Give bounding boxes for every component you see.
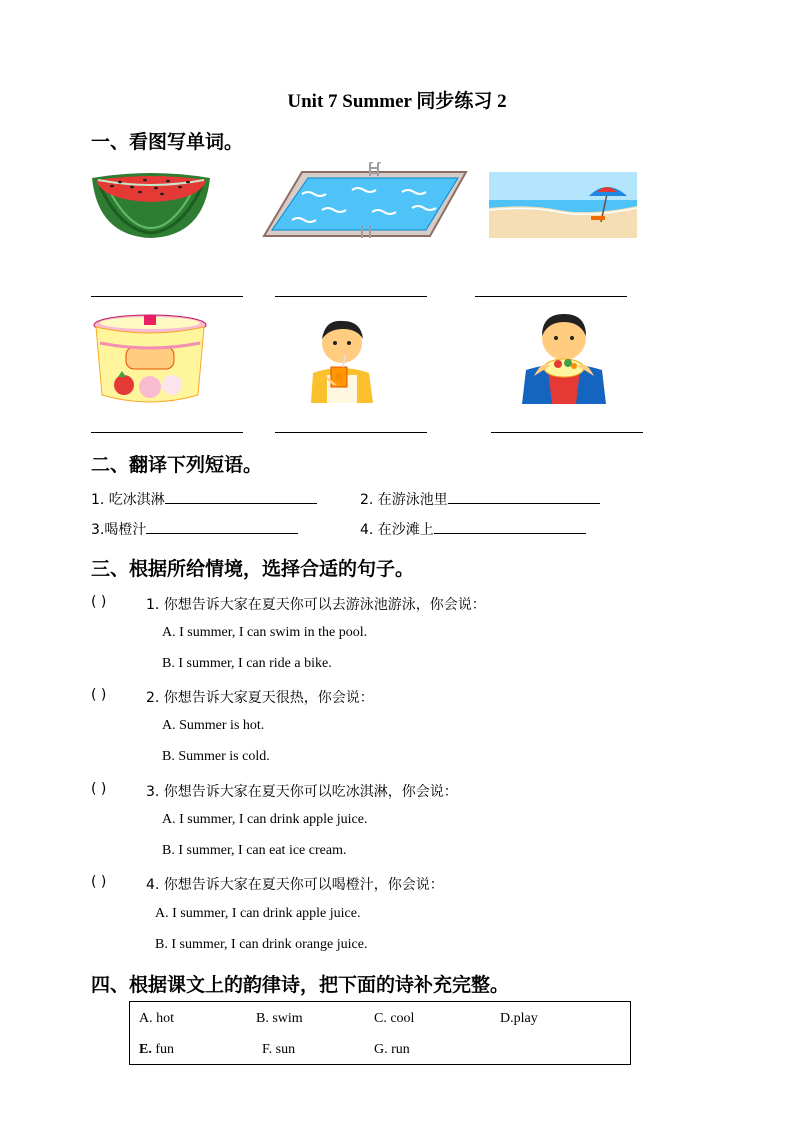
phrase-answer-line[interactable] xyxy=(448,489,600,504)
boy-drinking-juice-icon xyxy=(303,315,381,403)
phrase-label: 4. 在沙滩上 xyxy=(360,522,434,538)
phrase-answer-line[interactable] xyxy=(165,489,317,504)
beach-icon xyxy=(489,172,637,238)
option-a: A. I summer, I can drink apple juice. xyxy=(162,812,368,827)
answer-paren[interactable]: ( ) xyxy=(91,687,107,703)
swimming-pool-icon xyxy=(262,162,468,240)
option-a: A. Summer is hot. xyxy=(162,718,265,733)
answer-paren[interactable]: ( ) xyxy=(91,781,107,797)
question-text: 4. 你想告诉大家在夏天你可以喝橙汁，你会说： xyxy=(146,877,444,893)
phrase-3 xyxy=(91,519,298,539)
phrase-1 xyxy=(91,489,317,509)
question-text: 2. 你想告诉大家夏天很热，你会说： xyxy=(146,690,374,706)
word-option-e-letter: E. xyxy=(139,1042,152,1057)
page-title: Unit 7 Summer 同步练习 2 xyxy=(287,91,507,112)
phrase-answer-line[interactable] xyxy=(434,519,586,534)
answer-line[interactable] xyxy=(275,296,427,297)
answer-paren[interactable]: ( ) xyxy=(91,594,107,610)
word-option-f: F. sun xyxy=(262,1042,296,1057)
word-option-c: C. cool xyxy=(374,1011,415,1026)
phrase-2 xyxy=(360,489,600,509)
word-option-e xyxy=(139,1042,174,1058)
ice-cream-tub-icon xyxy=(92,313,208,405)
phrase-label: 2. 在游泳池里 xyxy=(360,492,448,508)
phrase-label: 1. 吃冰淇淋 xyxy=(91,492,165,508)
answer-line[interactable] xyxy=(91,432,243,433)
question-text: 1. 你想告诉大家在夏天你可以去游泳池游泳，你会说： xyxy=(146,597,486,613)
phrase-answer-line[interactable] xyxy=(146,519,298,534)
word-option-b: B. swim xyxy=(256,1011,303,1026)
section-4-heading: 四、根据课文上的韵律诗，把下面的诗补充完整。 xyxy=(91,974,510,996)
option-b: B. I summer, I can eat ice cream. xyxy=(162,843,347,858)
option-b: B. I summer, I can drink orange juice. xyxy=(155,937,368,952)
answer-line[interactable] xyxy=(475,296,627,297)
phrase-4 xyxy=(360,519,586,539)
option-a: A. I summer, I can swim in the pool. xyxy=(162,625,368,640)
option-b: B. I summer, I can ride a bike. xyxy=(162,656,332,671)
option-b: B. Summer is cold. xyxy=(162,749,270,764)
question-text: 3. 你想告诉大家在夏天你可以吃冰淇淋，你会说： xyxy=(146,784,458,800)
section-1-heading: 一、看图写单词。 xyxy=(91,131,244,153)
answer-line[interactable] xyxy=(91,296,243,297)
answer-line[interactable] xyxy=(275,432,427,433)
word-option-d: D.play xyxy=(500,1011,538,1026)
option-a: A. I summer, I can drink apple juice. xyxy=(155,906,361,921)
section-2-heading: 二、翻译下列短语。 xyxy=(91,454,263,476)
section-3-heading: 三、根据所给情境，选择合适的句子。 xyxy=(91,558,415,580)
answer-line[interactable] xyxy=(491,432,643,433)
phrase-label: 3.喝橙汁 xyxy=(91,522,147,538)
answer-paren[interactable]: ( ) xyxy=(91,874,107,890)
watermelon-icon xyxy=(90,170,212,240)
word-option-e-word: fun xyxy=(151,1042,175,1057)
man-eating-icon xyxy=(518,310,610,404)
word-option-g: G. run xyxy=(374,1042,410,1057)
word-option-a: A. hot xyxy=(139,1011,174,1026)
